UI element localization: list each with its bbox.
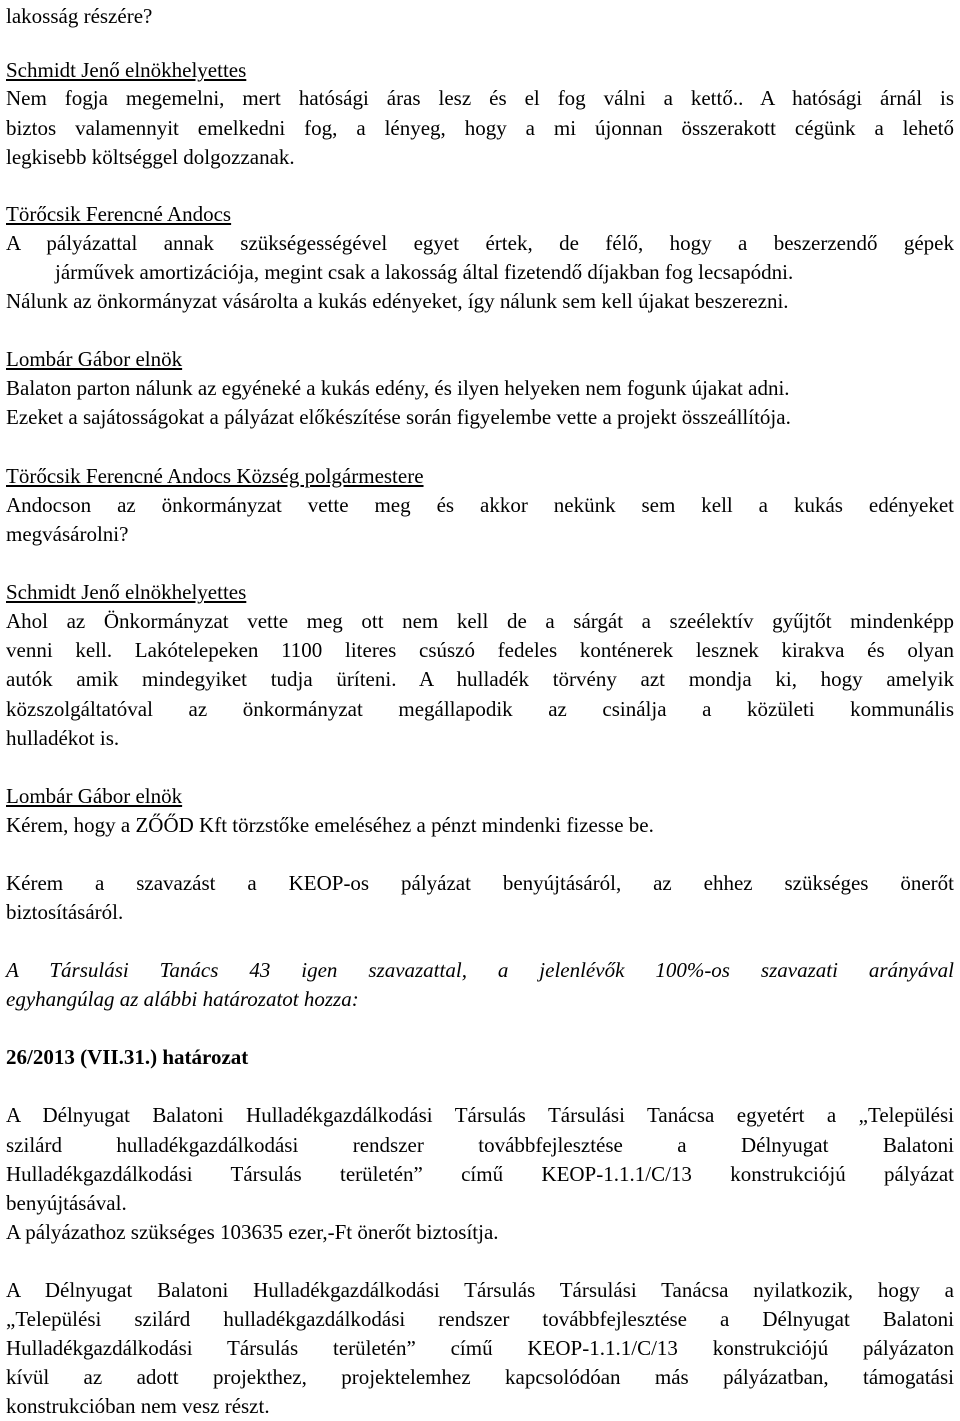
speaker-heading: Schmidt Jenő elnökhelyettes — [6, 58, 247, 82]
text-line: Balaton parton nálunk az egyéneké a kukás edény, és ilyen helyeken nem fogunk újakat adni. — [6, 376, 790, 400]
text-line: Kérem, hogy a ZŐŐD Kft törzstőke emeléséhez a pénzt mindenki fizesse be. — [6, 813, 654, 837]
text-line: megvásárolni? — [6, 522, 129, 546]
text-line: hulladékot is. — [6, 726, 120, 750]
text-line: közszolgáltatóval az önkormányzat megállapodik az csinálja a közületi kommunális — [6, 697, 954, 721]
text-line: Nem fogja megemelni, mert hatósági áras lesz és el fog válni a kettő.. A hatósági árnál is — [6, 86, 954, 110]
text-line: konstrukcióban nem vesz részt. — [6, 1394, 270, 1418]
text-line: járművek amortizációja, megint csak a lakosság által fizetendő díjakban fog lecsapódni. — [55, 260, 794, 284]
text-line: Ahol az Önkormányzat vette meg ott nem kell de a sárgát a szeélektív gyűjtőt mindenképp — [6, 609, 954, 633]
text-line: Kérem a szavazást a KEOP-os pályázat benyújtásáról, az ehhez szükséges önerőt — [6, 871, 954, 895]
text-line: A pályázattal annak szükségességével egyet értek, de félő, hogy a beszerzendő gépek — [6, 231, 954, 255]
resolution-title: 26/2013 (VII.31.) határozat — [6, 1045, 249, 1069]
text-line: lakosság részére? — [6, 4, 153, 28]
text-line: A Délnyugat Balatoni Hulladékgazdálkodási Társulás Társulási Tanácsa egyetért a „Települési — [6, 1103, 954, 1127]
speaker-heading: Lombár Gábor elnök — [6, 347, 183, 371]
text-line: autók amik mindegyiket tudja üríteni. A hulladék törvény azt mondja ki, hogy amelyik — [6, 667, 954, 691]
text-line: „Települési szilárd hulladékgazdálkodási rendszer továbbfejlesztése a Délnyugat Balatoni — [6, 1307, 954, 1331]
text-line: Andocson az önkormányzat vette meg és akkor nekünk sem kell a kukás edényeket — [6, 493, 954, 517]
text-line: benyújtásával. — [6, 1191, 127, 1215]
text-line: legkisebb költséggel dolgozzanak. — [6, 145, 295, 169]
vote-result-line: A Társulási Tanács 43 igen szavazattal, a jelenlévők 100%-os szavazati arányával — [6, 958, 954, 982]
text-line: Hulladékgazdálkodási Társulás területén” című KEOP-1.1.1/C/13 konstrukciójú pályázaton — [6, 1336, 954, 1360]
text-line: Hulladékgazdálkodási Társulás területén” című KEOP-1.1.1/C/13 konstrukciójú pályázat — [6, 1162, 954, 1186]
speaker-heading: Törőcsik Ferencné Andocs Község polgármestere — [6, 464, 424, 488]
text-line: A Délnyugat Balatoni Hulladékgazdálkodási Társulás Társulási Tanácsa nyilatkozik, hogy a — [6, 1278, 954, 1302]
text-line: A pályázathoz szükséges 103635 ezer,-Ft önerőt biztosítja. — [6, 1220, 499, 1244]
text-line: Ezeket a sajátosságokat a pályázat előkészítése során figyelembe vette a projekt összeállítója. — [6, 405, 791, 429]
text-line: szilárd hulladékgazdálkodási rendszer továbbfejlesztése a Délnyugat Balatoni — [6, 1133, 954, 1157]
vote-result-line: egyhangúlag az alábbi határozatot hozza: — [6, 987, 359, 1011]
text-line: kívül az adott projekthez, projektelemhez kapcsolódóan más pályázatban, támogatási — [6, 1365, 954, 1389]
text-line: biztosításáról. — [6, 900, 124, 924]
speaker-heading: Schmidt Jenő elnökhelyettes — [6, 580, 247, 604]
speaker-heading: Lombár Gábor elnök — [6, 784, 183, 808]
speaker-heading: Törőcsik Ferencné Andocs — [6, 202, 232, 226]
text-line: biztos valamennyit emelkedni fog, a lényeg, hogy a mi újonnan összerakott cégünk a lehető — [6, 116, 954, 140]
text-line: Nálunk az önkormányzat vásárolta a kukás edényeket, így nálunk sem kell újakat beszerezni. — [6, 289, 789, 313]
text-line: venni kell. Lakótelepeken 1100 literes csúszó fedeles konténerek lesznek kirakva és olyan — [6, 638, 954, 662]
